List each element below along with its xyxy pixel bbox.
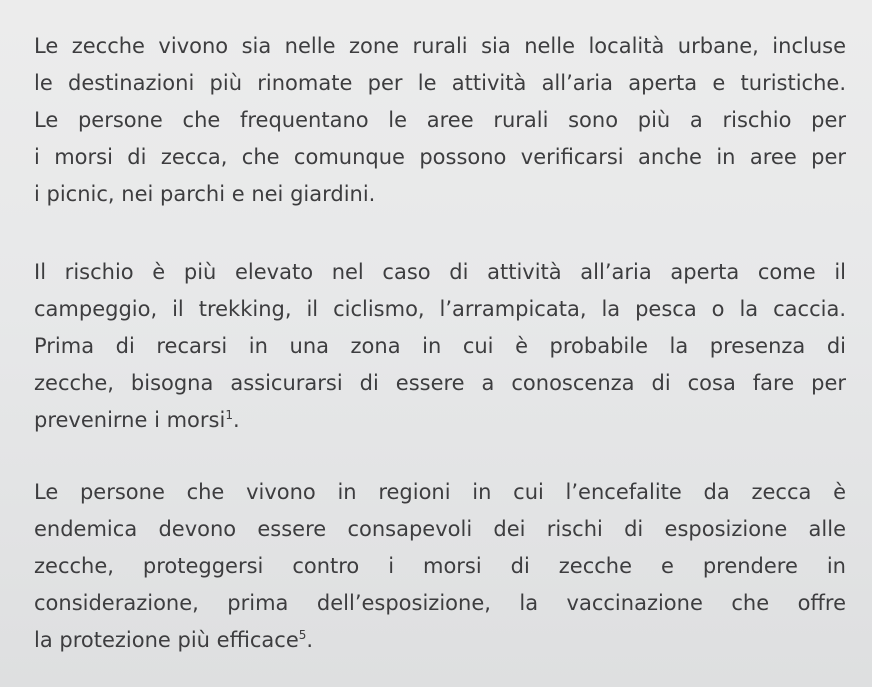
end-punctuation: . <box>306 628 314 652</box>
text-line-with-reference <box>34 622 846 659</box>
paragraph-tick-habitats <box>34 28 846 213</box>
text-line: Il rischio è più elevato nel caso di attività all’aria aperta come il <box>34 260 846 284</box>
text-line: le destinazioni più rinomate per le attività all’aria aperta e turistiche. <box>34 71 846 95</box>
text-line-content: prevenirne i morsi <box>34 408 226 432</box>
end-punctuation: . <box>232 408 240 432</box>
text-line: considerazione, prima dell’esposizione, la vaccinazione che offre <box>34 591 846 615</box>
text-line: i picnic, nei parchi e nei giardini. <box>34 182 376 206</box>
paragraph-vaccination <box>34 474 846 659</box>
footnote-reference: 1 <box>225 408 233 422</box>
footnote-reference: 5 <box>298 628 307 642</box>
text-line: zecche, bisogna assicurarsi di essere a conoscenza di cosa fare per <box>34 371 846 395</box>
text-line: zecche, proteggersi contro i morsi di zecche e prendere in <box>34 554 846 578</box>
text-line: Prima di recarsi in una zona in cui è probabile la presenza di <box>34 334 846 358</box>
text-line: endemica devono essere consapevoli dei rischi di esposizione alle <box>34 517 846 541</box>
text-line: campeggio, il trekking, il ciclismo, l’arrampicata, la pesca o la caccia. <box>34 297 846 321</box>
text-line-content: la protezione più efficace <box>34 628 299 652</box>
text-line-with-reference <box>34 402 846 439</box>
text-line: Le zecche vivono sia nelle zone rurali sia nelle località urbane, incluse <box>34 34 846 58</box>
text-line: Le persone che vivono in regioni in cui l’encefalite da zecca è <box>34 480 846 504</box>
text-line: Le persone che frequentano le aree rurali sono più a rischio per <box>34 108 846 132</box>
paragraph-outdoor-risk <box>34 254 846 439</box>
text-line: i morsi di zecca, che comunque possono verificarsi anche in aree per <box>34 145 846 169</box>
